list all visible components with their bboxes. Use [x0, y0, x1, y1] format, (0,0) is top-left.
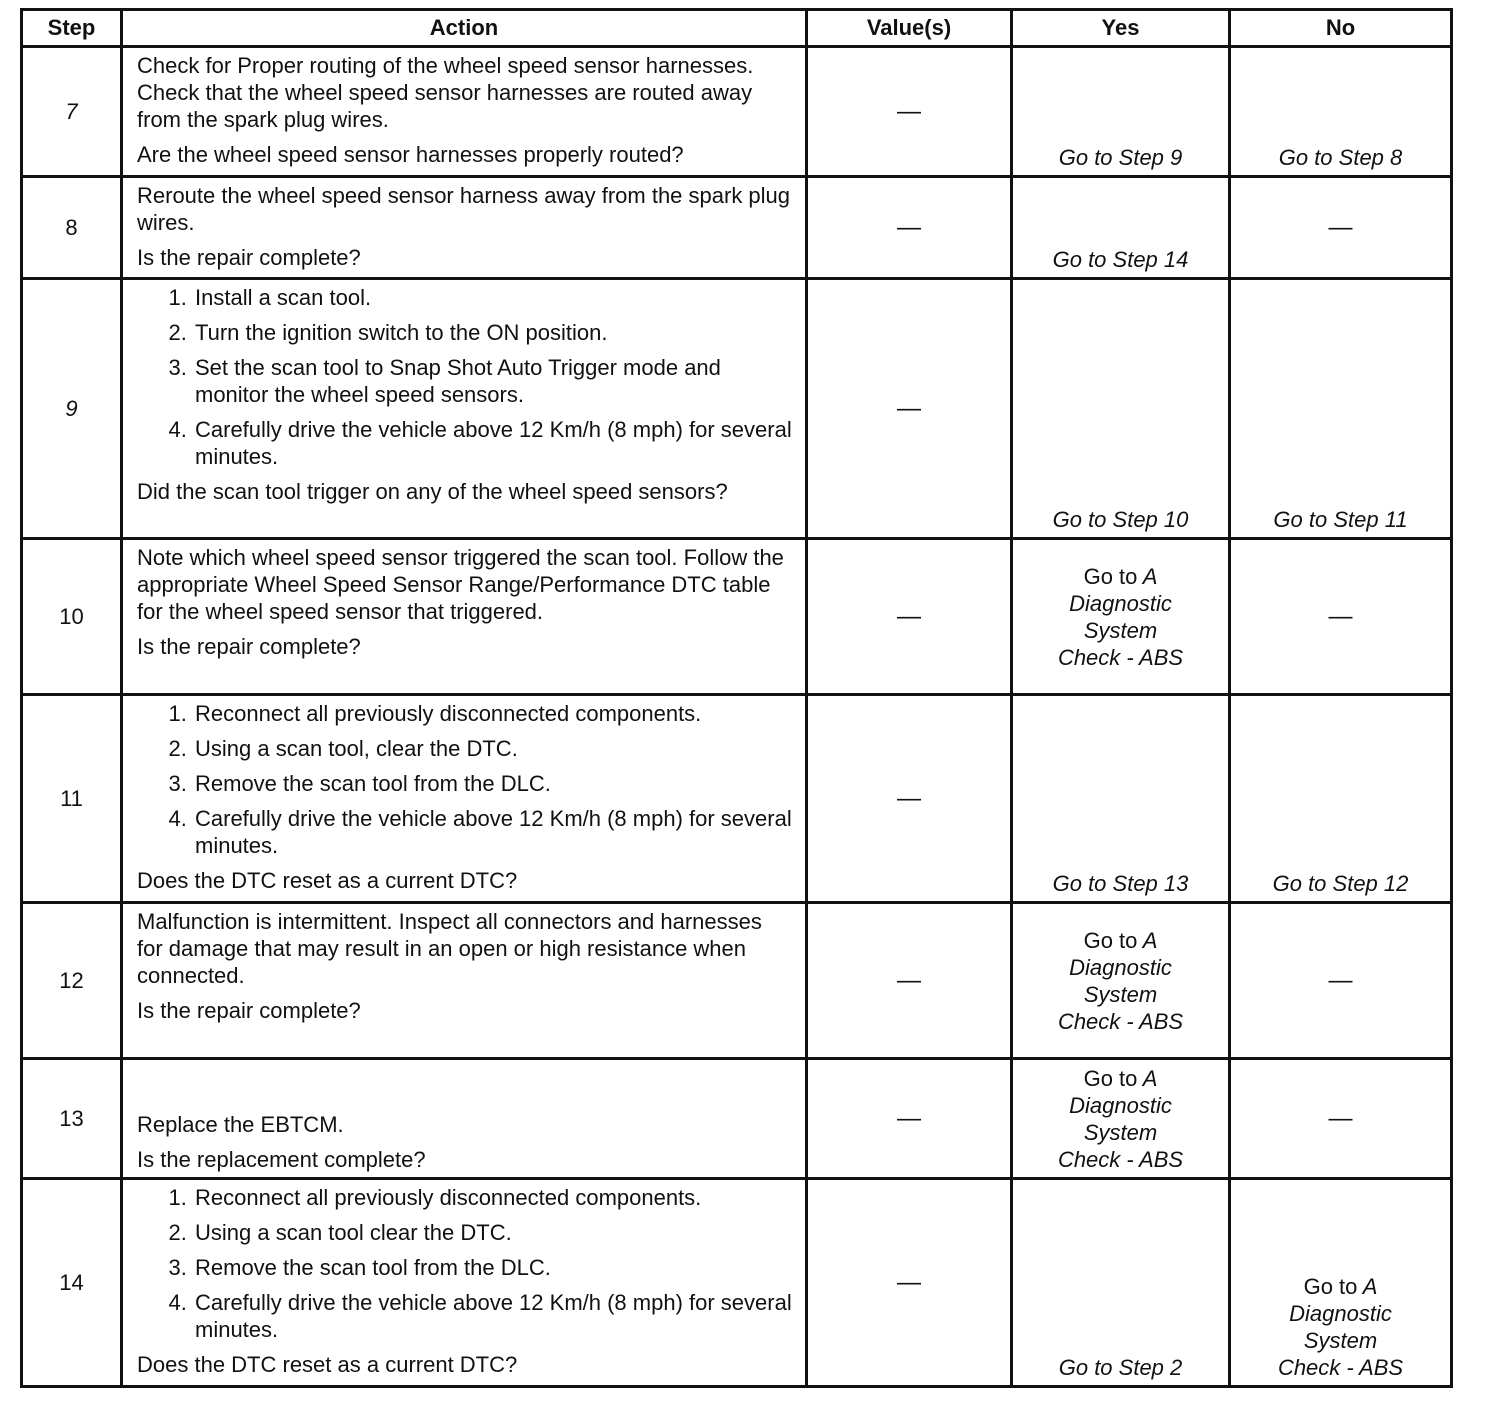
goto-line: System — [1083, 617, 1158, 643]
action-cell — [122, 539, 807, 695]
goto-line: Check - ABS — [1057, 644, 1184, 670]
header-row — [22, 10, 1452, 47]
step-number: 9 — [22, 279, 122, 539]
action-question: Is the replacement complete? — [137, 1147, 426, 1172]
goto-line: Check - ABS — [1277, 1355, 1404, 1380]
table-row — [22, 539, 1452, 695]
step-number: 8 — [22, 177, 122, 279]
action-cell — [122, 1059, 807, 1179]
no-link[interactable]: Go to Step 12 — [1230, 695, 1452, 903]
no-dash: — — [1230, 903, 1452, 1059]
table-row — [22, 279, 1452, 539]
no-dash: — — [1230, 1059, 1452, 1179]
goto-line: A — [1142, 563, 1158, 589]
action-cell — [122, 903, 807, 1059]
goto-line: Check - ABS — [1057, 1146, 1184, 1172]
action-step-item: 2. Using a scan tool clear the DTC. — [193, 1219, 793, 1246]
table-row — [22, 1179, 1452, 1387]
step-number: 10 — [22, 539, 122, 695]
table-row — [22, 177, 1452, 279]
action-steps — [137, 700, 793, 859]
action-step-item: 4. Carefully drive the vehicle above 12 Km/h (8 mph) for several minutes. — [193, 1289, 793, 1343]
action-step-item: 1. Reconnect all previously disconnected components. — [193, 700, 793, 727]
no-link[interactable]: Go to Step 8 — [1230, 47, 1452, 177]
yes-link-diagnostic-check[interactable] — [1012, 903, 1230, 1059]
value-dash: — — [807, 903, 1012, 1059]
table-row — [22, 47, 1452, 177]
step-number: 7 — [22, 47, 122, 177]
action-step-item: 1. Reconnect all previously disconnected components. — [193, 1184, 793, 1211]
yes-link[interactable]: Go to Step 14 — [1012, 177, 1230, 279]
action-step-item: 2. Using a scan tool, clear the DTC. — [193, 735, 793, 762]
goto-line: Check - ABS — [1057, 1008, 1184, 1034]
table-row — [22, 695, 1452, 903]
goto-line: Diagnostic — [1289, 1301, 1392, 1326]
value-dash: — — [807, 1179, 1012, 1387]
action-question: Are the wheel speed sensor harnesses properly routed? — [137, 142, 684, 167]
action-question: Is the repair complete? — [137, 245, 361, 270]
no-link-diagnostic-check[interactable] — [1230, 1179, 1452, 1387]
step-number: 12 — [22, 903, 122, 1059]
action-text: Replace the EBTCM. — [137, 1112, 344, 1137]
yes-link[interactable]: Go to Step 2 — [1012, 1179, 1230, 1387]
goto-lead: Go to — [1083, 563, 1138, 589]
goto-line: Diagnostic — [1069, 1092, 1172, 1118]
step-number: 13 — [22, 1059, 122, 1179]
goto-line: System — [1083, 981, 1158, 1007]
action-question: Is the repair complete? — [137, 634, 361, 659]
action-question: Is the repair complete? — [137, 998, 361, 1023]
action-step-item: 3. Remove the scan tool from the DLC. — [193, 1254, 793, 1281]
action-step-item: 3. Set the scan tool to Snap Shot Auto Trigger mode and monitor the wheel speed sensors. — [193, 354, 793, 408]
yes-link[interactable]: Go to Step 13 — [1012, 695, 1230, 903]
header-action: Action — [122, 10, 807, 47]
action-question: Did the scan tool trigger on any of the wheel speed sensors? — [137, 479, 728, 504]
goto-line: A — [1362, 1274, 1378, 1299]
step-number: 14 — [22, 1179, 122, 1387]
goto-line: A — [1142, 927, 1158, 953]
goto-line: A — [1142, 1065, 1158, 1091]
value-dash: — — [807, 47, 1012, 177]
action-question: Does the DTC reset as a current DTC? — [137, 1352, 518, 1377]
action-cell — [122, 695, 807, 903]
value-dash: — — [807, 695, 1012, 903]
value-dash: — — [807, 539, 1012, 695]
yes-link[interactable]: Go to Step 9 — [1012, 47, 1230, 177]
no-dash: — — [1230, 539, 1452, 695]
action-question: Does the DTC reset as a current DTC? — [137, 868, 518, 893]
goto-lead: Go to — [1083, 927, 1138, 953]
goto-line: System — [1083, 1119, 1158, 1145]
action-step-item: 4. Carefully drive the vehicle above 12 Km/h (8 mph) for several minutes. — [193, 416, 793, 470]
value-dash: — — [807, 177, 1012, 279]
header-no: No — [1230, 10, 1452, 47]
action-text: Note which wheel speed sensor triggered the scan tool. Follow the appropriate Wheel Speed Sensor Range/Performance DTC table for the wheel speed sensor that triggered. — [137, 545, 784, 624]
no-dash: — — [1230, 177, 1452, 279]
action-step-item: 4. Carefully drive the vehicle above 12 Km/h (8 mph) for several minutes. — [193, 805, 793, 859]
table-row — [22, 1059, 1452, 1179]
yes-link[interactable]: Go to Step 10 — [1012, 279, 1230, 539]
value-dash: — — [807, 1059, 1012, 1179]
action-text: Reroute the wheel speed sensor harness away from the spark plug wires. — [137, 183, 791, 235]
goto-lead: Go to — [1303, 1274, 1358, 1299]
header-yes: Yes — [1012, 10, 1230, 47]
step-number: 11 — [22, 695, 122, 903]
yes-link-diagnostic-check[interactable] — [1012, 1059, 1230, 1179]
goto-line: Diagnostic — [1069, 590, 1172, 616]
yes-link-diagnostic-check[interactable] — [1012, 539, 1230, 695]
action-cell — [122, 1179, 807, 1387]
goto-lead: Go to — [1083, 1065, 1138, 1091]
action-step-item: 2. Turn the ignition switch to the ON position. — [193, 319, 793, 346]
header-step: Step — [22, 10, 122, 47]
action-steps — [137, 284, 793, 470]
action-steps — [137, 1184, 793, 1343]
action-step-item: 3. Remove the scan tool from the DLC. — [193, 770, 793, 797]
action-step-item: 1. Install a scan tool. — [193, 284, 793, 311]
table-row — [22, 903, 1452, 1059]
action-text: Check for Proper routing of the wheel speed sensor harnesses. Check that the wheel speed sensor harnesses are routed away from the spark plug wires. — [137, 53, 754, 132]
no-link[interactable]: Go to Step 11 — [1230, 279, 1452, 539]
goto-line: Diagnostic — [1069, 954, 1172, 980]
action-cell — [122, 279, 807, 539]
diagnostic-table — [20, 8, 1453, 1388]
value-dash: — — [807, 279, 1012, 539]
action-cell — [122, 177, 807, 279]
goto-line: System — [1303, 1328, 1378, 1353]
action-cell — [122, 47, 807, 177]
action-text: Malfunction is intermittent. Inspect all connectors and harnesses for damage that may result in an open or high resistance when connected. — [137, 909, 762, 988]
header-values: Value(s) — [807, 10, 1012, 47]
